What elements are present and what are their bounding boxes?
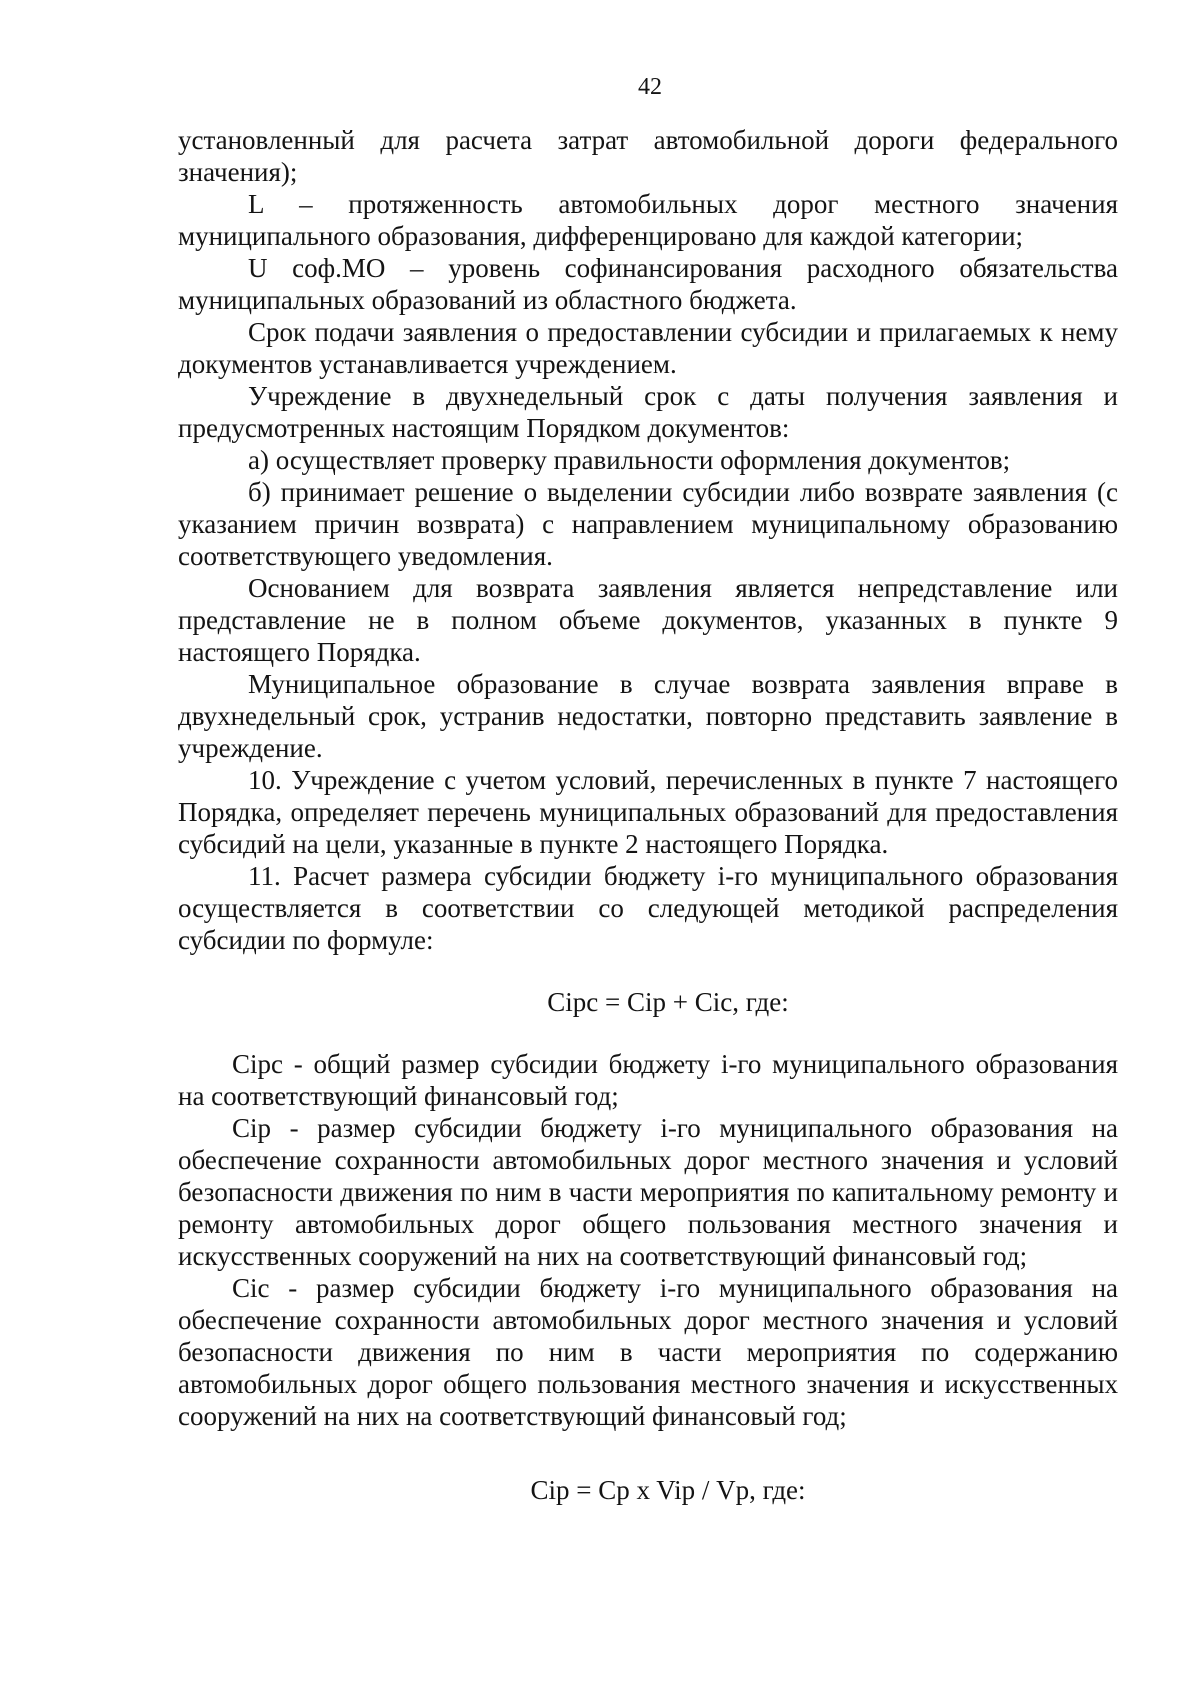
paragraph-u-definition: U соф.МО – уровень софинансирования расходного обязательства муниципальных образований из областного бюджета. xyxy=(178,253,1118,315)
definition-cis: Ciс - размер субсидии бюджету i-го муниципального образования на обеспечение сохранности автомобильных дорог местного значения и условий безопасности движения по ним в части мероприятия по содержанию автомобильных дорог общего пользования местного значения и искусственных сооружений на них на соответствующий финансовый год; xyxy=(178,1273,1118,1431)
paragraph-item-b: б) принимает решение о выделении субсидии либо возврате заявления (с указанием причин возврата) с направлением муниципальному образованию соответствующего уведомления. xyxy=(178,477,1118,571)
formula-repair-subsidy: Ciр = Cр x Viр / Vр, где: xyxy=(530,1475,806,1505)
document-body xyxy=(178,124,1118,1506)
paragraph-item-a: а) осуществляет проверку правильности оформления документов; xyxy=(248,445,1011,475)
paragraph-deadline: Срок подачи заявления о предоставлении субсидии и прилагаемых к нему документов устанавливается учреждением. xyxy=(178,317,1118,379)
paragraph-return-grounds: Основанием для возврата заявления является непредставление или представление не в полном объеме документов, указанных в пункте 9 настоящего Порядка. xyxy=(178,573,1118,667)
paragraph-clause-10: 10. Учреждение с учетом условий, перечисленных в пункте 7 настоящего Порядка, определяет перечень муниципальных образований для предоставления субсидий на цели, указанные в пункте 2 настоящего Порядка. xyxy=(178,765,1118,859)
paragraph-clause-11: 11. Расчет размера субсидии бюджету i-го муниципального образования осуществляется в соответствии со следующей методикой распределения субсидии по формуле: xyxy=(178,861,1118,955)
paragraph-continuation: установленный для расчета затрат автомобильной дороги федерального значения); xyxy=(178,125,1118,187)
paragraph-institution: Учреждение в двухнедельный срок с даты получения заявления и предусмотренных настоящим Порядком документов: xyxy=(178,381,1118,443)
definition-cir: Ciр - размер субсидии бюджету i-го муниципального образования на обеспечение сохранности автомобильных дорог местного значения и условий безопасности движения по ним в части мероприятия по капитальному ремонту и ремонту автомобильных дорог общего пользования местного значения и искусственных сооружений на них на соответствующий финансовый год; xyxy=(178,1113,1118,1271)
paragraph-l-definition: L – протяженность автомобильных дорог местного значения муниципального образования, дифференцировано для каждой категории; xyxy=(178,189,1118,251)
paragraph-resubmission: Муниципальное образование в случае возврата заявления вправе в двухнедельный срок, устранив недостатки, повторно представить заявление в учреждение. xyxy=(178,669,1118,763)
formula-total-subsidy: Ciрс = Ciр + Ciс, где: xyxy=(547,987,789,1017)
page-number: 42 xyxy=(638,74,662,100)
definition-cirs: Ciрс - общий размер субсидии бюджету i-го муниципального образования на соответствующий финансовый год; xyxy=(178,1049,1118,1111)
